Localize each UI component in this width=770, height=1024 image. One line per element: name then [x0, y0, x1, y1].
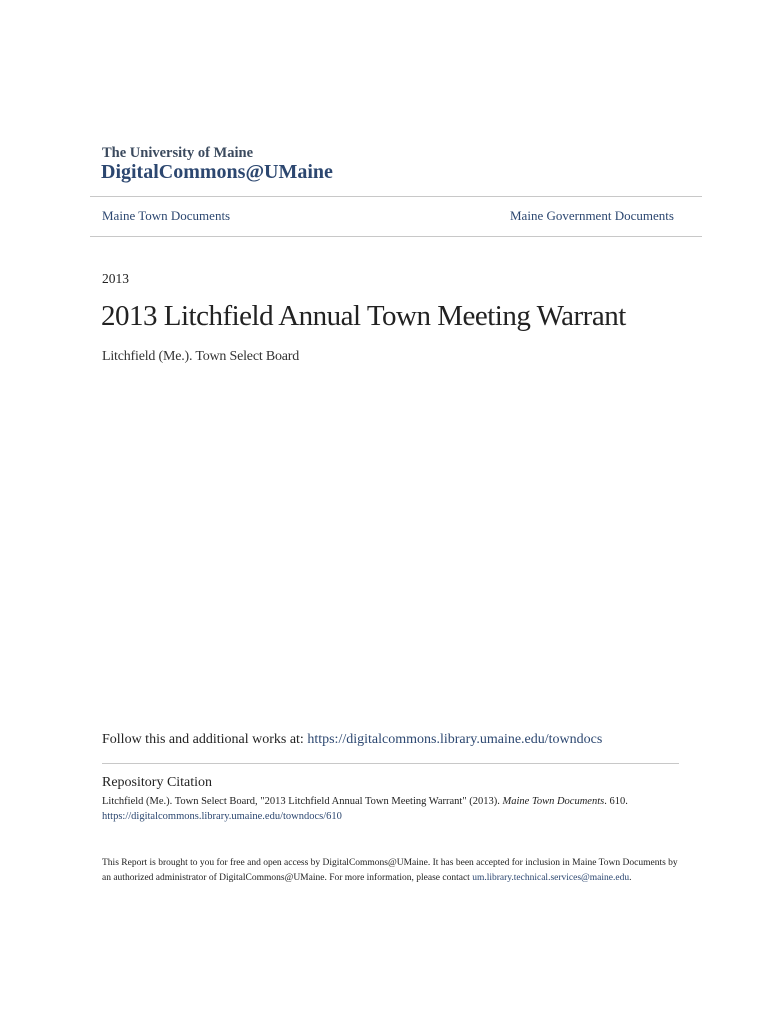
repository-citation-heading: Repository Citation — [102, 775, 213, 790]
contact-email-link[interactable]: um.library.technical.services@maine.edu — [472, 873, 630, 883]
follow-line — [102, 732, 602, 748]
citation-series: Maine Town Documents — [502, 796, 605, 807]
citation-number: . 610. — [604, 796, 628, 807]
collection-link-government-documents[interactable]: Maine Government Documents — [510, 208, 674, 223]
divider — [102, 763, 679, 764]
notice-suffix: . — [629, 873, 632, 883]
divider — [90, 196, 702, 197]
publication-year: 2013 — [102, 271, 129, 286]
collection-link-town-documents[interactable]: Maine Town Documents — [102, 208, 231, 223]
divider — [90, 236, 702, 237]
access-notice-line-2 — [102, 873, 631, 883]
notice-prefix: an authorized administrator of DigitalCommons@UMaine. For more information, please contact — [102, 873, 473, 883]
access-notice-line-1: This Report is brought to you for free and open access by DigitalCommons@UMaine. It has been accepted for inclusion in Maine Town Documents by — [102, 858, 678, 868]
document-author: Litchfield (Me.). Town Select Board — [102, 349, 300, 364]
document-title: 2013 Litchfield Annual Town Meeting Warrant — [101, 300, 626, 332]
follow-link[interactable]: https://digitalcommons.library.umaine.edu/towndocs — [307, 732, 603, 747]
citation-text — [102, 796, 628, 807]
follow-prefix: Follow this and additional works at: — [102, 732, 308, 747]
citation-body: Litchfield (Me.). Town Select Board, "2013 Litchfield Annual Town Meeting Warrant" (2013). — [102, 796, 503, 807]
citation-link[interactable]: https://digitalcommons.library.umaine.edu/towndocs/610 — [102, 811, 342, 822]
university-name: The University of Maine — [102, 145, 254, 161]
site-title-link[interactable]: DigitalCommons@UMaine — [101, 161, 333, 183]
